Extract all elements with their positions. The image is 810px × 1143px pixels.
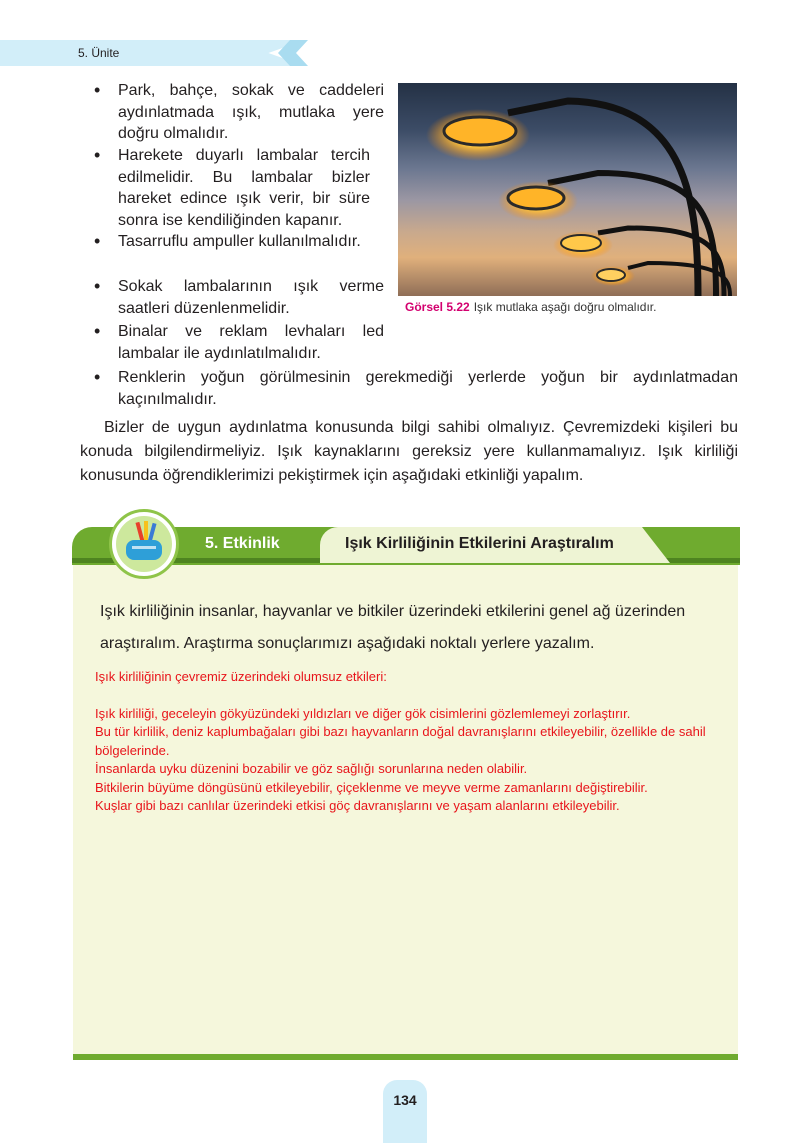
figure-caption	[405, 300, 656, 314]
list-item: • Renklerin yoğun görülmesinin gerekmediği yerlerde yoğun bir aydınlatmadan kaçınılmalıdır.	[118, 367, 738, 410]
list-item: • Sokak lambalarının ışık verme saatleri düzenlenmelidir.	[118, 276, 384, 319]
activity-number: 5. Etkinlik	[205, 535, 280, 552]
activity-title: Işık Kirliliğinin Etkilerini Araştıralım	[345, 535, 614, 552]
unit-tab	[0, 40, 305, 66]
answer-line: Kuşlar gibi bazı canlılar üzerindeki etkisi göç davranışlarını ve yaşam alanlarını etkileyebilir.	[95, 798, 620, 813]
activity-bottom-rule	[73, 1054, 738, 1060]
list-item: • Tasarruflu ampuller kullanılmalıdır.	[118, 231, 384, 253]
answer-line: Işık kirliliği, geceleyin gökyüzündeki yıldızları ve diğer gök cisimlerini gözlemlemeyi zorlaştırır.	[95, 705, 631, 721]
pencil-case-icon-graphic	[112, 512, 176, 576]
activity-answers	[95, 668, 715, 816]
page-number: 134	[393, 1092, 417, 1108]
activity-prompt: Işık kirliliğinin insanlar, hayvanlar ve bitkiler üzerindeki etkilerini genel ağ üzerinden araştıralım. Araştırma sonuçlarımızı aşağıdaki noktalı yerlere yazalım.	[100, 603, 686, 652]
answer-line: İnsanlarda uyku düzenini bozabilir ve göz sağlığı sorunlarına neden olabilir.	[95, 761, 528, 776]
answer-line: Bitkilerin büyüme döngüsünü etkileyebilir, çiçeklenme ve meyve verme zamanlarını değiştirebilir.	[95, 779, 648, 795]
unit-label: 5. Ünite	[78, 46, 120, 60]
answers-heading: Işık kirliliğinin çevremiz üzerindeki olumsuz etkileri:	[95, 669, 387, 684]
answer-line: Bu tür kirlilik, deniz kaplumbağaları gibi bazı hayvanların doğal davranışlarını etkileyebilir, özellikle de sahil bölgelerinde.	[95, 724, 706, 758]
body-paragraph: Bizler de uygun aydınlatma konusunda bilgi sahibi olmalıyız. Çevremizdeki kişileri bu konuda bilgilendirmeliyiz. Işık kaynaklarını gereksiz yere kullanmamalıyız. Işık kirliliği konusunda öğrendiklerimizi pekiştirmek için aşağıdaki etkinliği yapalım.	[80, 419, 738, 484]
list-item: • Binalar ve reklam levhaları led lambalar ile aydınlatılmalıdır.	[118, 321, 384, 364]
figure-label: Görsel 5.22	[405, 300, 470, 314]
street-lamps-illustration	[398, 83, 737, 296]
figure-caption-text: Işık mutlaka aşağı doğru olmalıdır.	[473, 300, 657, 314]
list-item: • Harekete duyarlı lambalar tercih edilmelidir. Bu lambalar bizler hareket edince ışık verir, bir süre sonra ise kendiliğinden kapanır.	[118, 145, 370, 231]
list-item: • Park, bahçe, sokak ve caddeleri aydınlatmada ışık, mutlaka yere doğru olmalıdır.	[118, 80, 384, 145]
page-number-tab	[383, 1080, 427, 1143]
street-lamps-photo	[398, 83, 737, 296]
pencil-case-icon	[109, 509, 179, 579]
